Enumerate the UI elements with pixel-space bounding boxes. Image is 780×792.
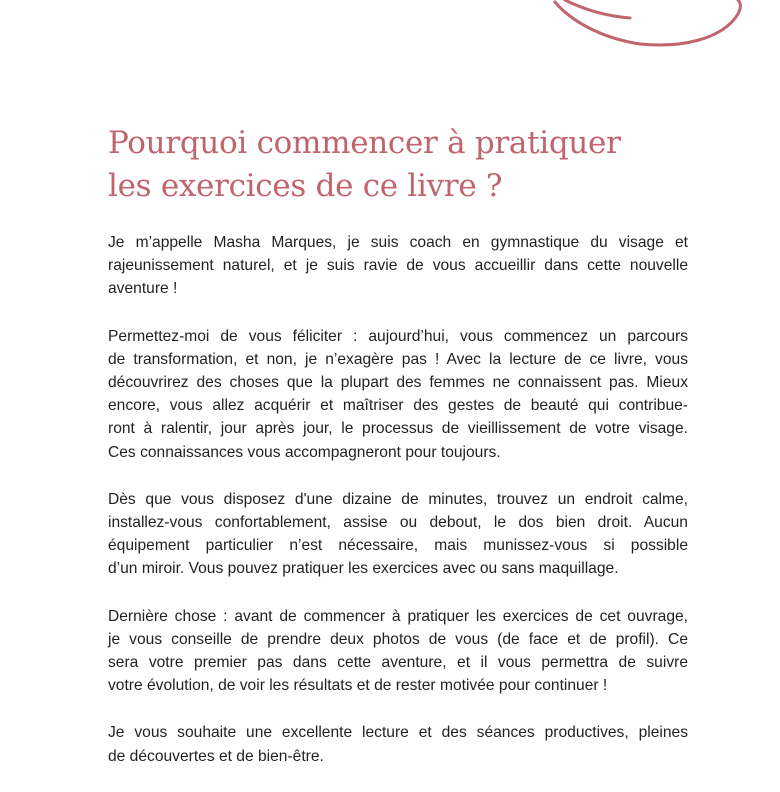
- text-line: installez-vous confortablement, assise ou debout, le dos bien droit. Aucun: [108, 514, 688, 532]
- text-line: équipement particulier n’est nécessaire, mais munissez-vous si possible: [108, 537, 688, 555]
- page-title-line-2: les exercices de ce livre ?: [108, 168, 503, 204]
- text-line: Je vous souhaite une excellente lecture et des séances productives, pleines: [108, 724, 688, 742]
- text-line: votre évolution, de voir les résultats et de rester motivée pour continuer !: [108, 677, 608, 695]
- paragraph-setup: [108, 488, 688, 581]
- decorative-arrow-icon: [0, 0, 780, 60]
- text-line: Dès que vous disposez d'une dizaine de minutes, trouvez un endroit calme,: [108, 490, 688, 508]
- text-line: Je m’appelle Masha Marques, je suis coach en gymnastique du visage et: [108, 234, 688, 251]
- text-line: je vous conseille de prendre deux photos de vous (de face et de profil). Ce: [108, 630, 688, 648]
- paragraph-closing: [108, 721, 688, 767]
- paragraph-congratulations: [108, 325, 688, 464]
- text-line: découvrirez des choses que la plupart des femmes ne connaissent pas. Mieux: [108, 374, 688, 392]
- text-line: Dernière chose : avant de commencer à pratiquer les exercices de cet ouvrage,: [108, 607, 688, 625]
- text-line: ront à ralentir, jour après jour, le processus de vieillissement de votre visage.: [108, 420, 688, 438]
- text-line: rajeunissement naturel, et je suis ravie de vous accueillir dans cette nouvelle: [108, 257, 688, 275]
- text-line: de transformation, et non, je n’exagère pas ! Avec la lecture de ce livre, vous: [108, 350, 688, 368]
- text-line: d’un miroir. Vous pouvez pratiquer les exercices avec ou sans maquillage.: [108, 560, 619, 578]
- page-title: [108, 122, 708, 208]
- page-title-line-1: Pourquoi commencer à pratiquer: [108, 125, 621, 161]
- text-line: de découvertes et de bien-être.: [108, 747, 324, 765]
- body-text: [108, 231, 688, 792]
- text-line: sera votre premier pas dans cette aventure, et il vous permettra de suivre: [108, 654, 688, 672]
- text-line: aventure !: [108, 280, 178, 298]
- paragraph-last-thing: [108, 605, 688, 698]
- text-line: Permettez-moi de vous féliciter : aujourd’hui, vous commencez un parcours: [108, 327, 688, 345]
- paragraph-introduction: [108, 231, 688, 301]
- text-line: encore, vous allez acquérir et maîtriser des gestes de beauté qui contribue-: [108, 397, 688, 415]
- text-line: Ces connaissances vous accompagneront pour toujours.: [108, 443, 501, 461]
